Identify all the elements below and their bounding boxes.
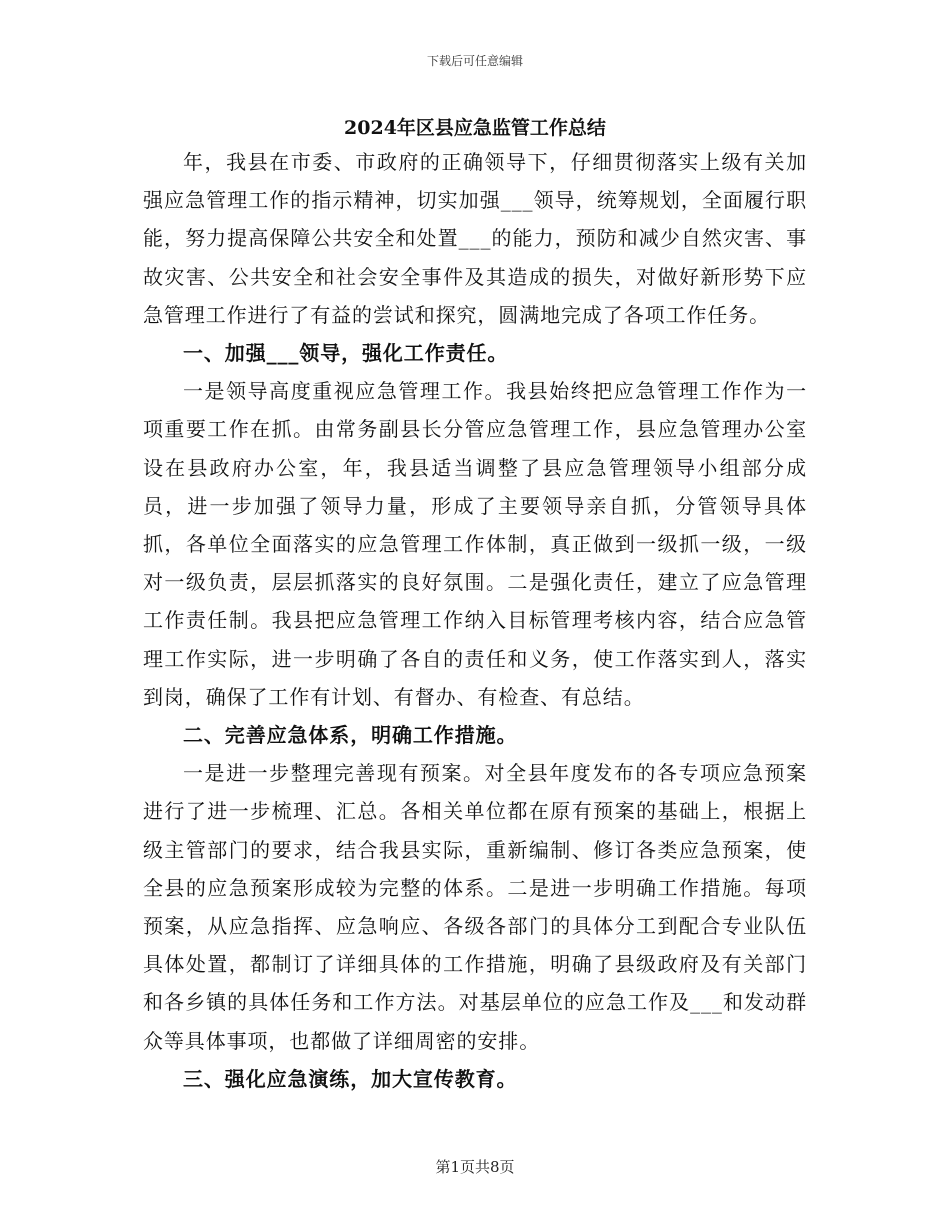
page-footer-number: 第1页共8页 bbox=[435, 1158, 515, 1176]
section-2-heading: 二、完善应急体系，明确工作措施。 bbox=[183, 723, 518, 748]
page-header-note: 下载后可任意编辑 bbox=[426, 54, 523, 68]
document-title: 2024年区县应急监管工作总结 bbox=[344, 117, 606, 139]
section-1-body: 一是领导高度重视应急管理工作。我县始终把应急管理工作作为一项重要工作在抓。由常务副县长分管应急管理工作，县应急管理办公室设在县政府办公室，年，我县适当调整了县应急管理领导小组部分成员，进一步加强了领导力量，形成了主要领导亲自抓，分管领导具体抓，各单位全面落实的应急管理工作体制，真正做到一级抓一级，一级对一级负责，层层抓落实的良好氛围。二是强化责任，建立了应急管理工作责任制。我县把应急管理工作纳入目标管理考核内容，结合应急管理工作实际，进一步明确了各自的责任和义务，使工作落实到人，落实到岗，确保了工作有计划、有督办、有检查、有总结。 bbox=[143, 379, 807, 709]
section-2-body: 一是进一步整理完善现有预案。对全县年度发布的各专项应急预案进行了进一步梳理、汇总。各相关单位都在原有预案的基础上，根据上级主管部门的要求，结合我县实际，重新编制、修订各类应急预案，使全县的应急预案形成较为完整的体系。二是进一步明确工作措施。每项预案，从应急指挥、应急响应、各级各部门的具体分工到配合专业队伍具体处置，都制订了详细具体的工作措施，明确了县级政府及有关部门和各乡镇的具体任务和工作方法。对基层单位的应急工作及___和发动群众等具体事项，也都做了详细周密的安排。 bbox=[143, 761, 807, 1053]
intro-paragraph: 年，我县在市委、市政府的正确领导下，仔细贯彻落实上级有关加强应急管理工作的指示精神，切实加强___领导，统筹规划，全面履行职能，努力提高保障公共安全和处置___的能力，预防和减少自然灾害、事故灾害、公共安全和社会安全事件及其造成的损失，对做好新形势下应急管理工作进行了有益的尝试和探究，圆满地完成了各项工作任务。 bbox=[143, 150, 807, 327]
section-3-heading: 三、强化应急演练，加大宣传教育。 bbox=[183, 1066, 518, 1091]
document-content bbox=[143, 113, 807, 1098]
section-1-heading: 一、加强___领导，强化工作责任。 bbox=[183, 341, 509, 366]
